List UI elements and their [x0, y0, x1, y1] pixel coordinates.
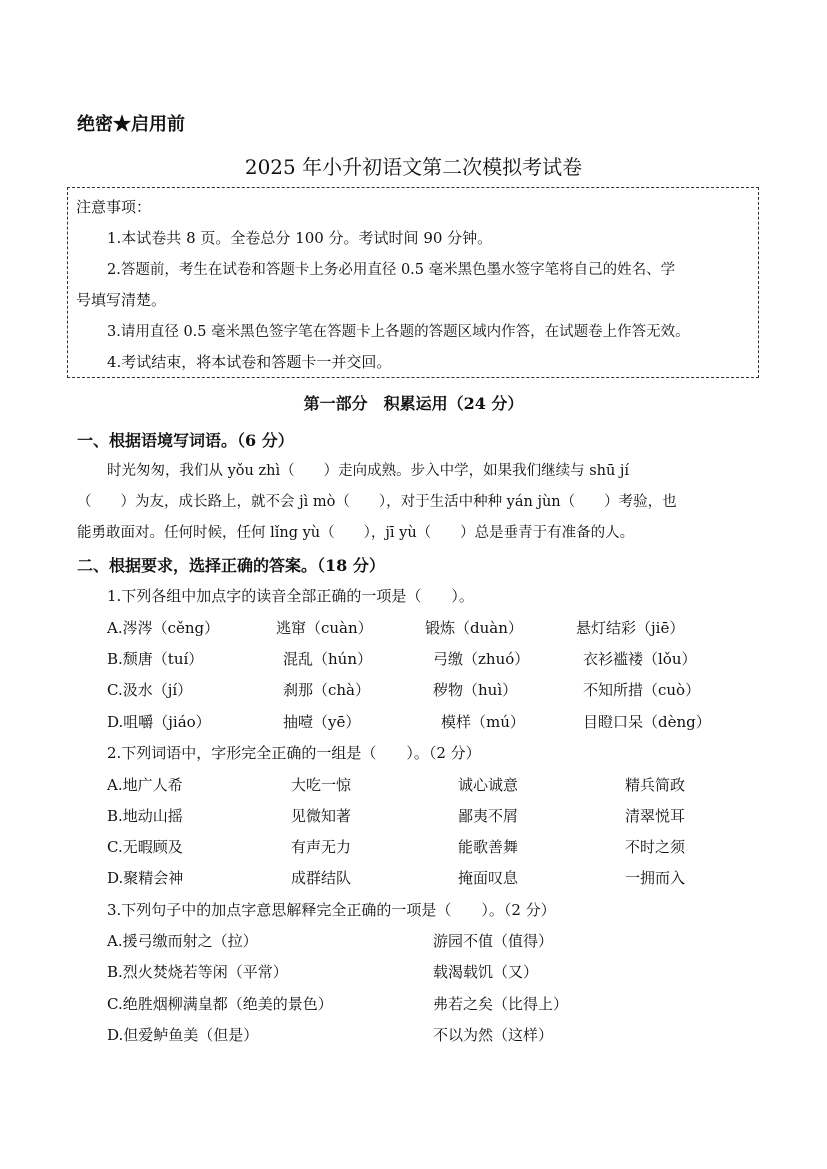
section1-line-3: 能勇敢面对。任何时候，任何 lǐng yù（ ），jī yù（ ）总是垂青于有准备的人。 — [77, 525, 635, 541]
section1-heading: 一、根据语境写词语。（6 分） — [77, 431, 294, 450]
q3-option-c1: C.绝胜烟柳满皇都（绝美的景色） — [107, 995, 333, 1013]
q1-option-b4: 衣衫褴褛（lǒu） — [583, 650, 697, 668]
q1-option-c4: 不知所措（cuò） — [583, 681, 701, 699]
q1-option-d4: 目瞪口呆（dèng） — [583, 713, 711, 731]
q2-option-a1: A.地广人希 — [107, 776, 183, 794]
q1-option-b3: 弓缴（zhuó） — [433, 650, 530, 668]
notice-item-2b: 号填写清楚。 — [76, 291, 167, 309]
confidential-label: 绝密★启用前 — [77, 114, 185, 135]
q2-option-a4: 精兵简政 — [625, 776, 686, 794]
notice-item-3: 3.请用直径 0.5 毫米黑色签字笔在答题卡上各题的答题区域内作答，在试题卷上作答无效。 — [107, 324, 690, 340]
q1-option-a2: 逃窜（cuàn） — [276, 619, 373, 637]
q3-option-d1: D.但爱鲈鱼美（但是） — [107, 1026, 259, 1044]
q2-stem: 2.下列词语中，字形完全正确的一组是（ ）。（2 分） — [107, 744, 481, 762]
q1-option-d1: D.咀嚼（jiáo） — [107, 713, 211, 731]
q2-option-d1: D.聚精会神 — [107, 869, 184, 887]
notice-box — [67, 187, 759, 378]
q2-option-a3: 诚心诚意 — [458, 776, 519, 794]
section1-line-1: 时光匆匆，我们从 yǒu zhì（ ）走向成熟。步入中学，如果我们继续与 shū jí — [107, 463, 630, 479]
q3-option-c2: 弗若之矣（比得上） — [433, 995, 569, 1013]
exam-title: 2025 年小升初语文第二次模拟考试卷 — [244, 155, 583, 179]
q2-option-c3: 能歌善舞 — [458, 838, 519, 856]
q2-option-b3: 鄙夷不屑 — [458, 807, 519, 825]
q3-option-d2: 不以为然（这样） — [433, 1026, 554, 1044]
notice-item-4: 4.考试结束，将本试卷和答题卡一并交回。 — [107, 353, 392, 371]
q1-option-c3: 秽物（huì） — [433, 681, 518, 699]
q2-option-b2: 见微知著 — [291, 807, 352, 825]
q3-option-b2: 载渴载饥（又） — [433, 963, 539, 981]
notice-item-2a: 2.答题前，考生在试卷和答题卡上务必用直径 0.5 毫米黑色墨水签字笔将自己的姓名、学 — [107, 262, 676, 278]
q1-option-d2: 抽噎（yē） — [283, 713, 361, 731]
q2-option-c4: 不时之须 — [625, 838, 686, 856]
q2-option-b1: B.地动山摇 — [107, 807, 183, 825]
q1-option-b1: B.颓唐（tuí） — [107, 650, 204, 668]
notice-item-1: 1.本试卷共 8 页。全卷总分 100 分。考试时间 90 分钟。 — [107, 229, 493, 247]
q1-option-c2: 刹那（chà） — [283, 681, 371, 699]
q2-option-b4: 清翠悦耳 — [625, 807, 686, 825]
q2-option-a2: 大吃一惊 — [291, 776, 352, 794]
q3-stem: 3.下列句子中的加点字意思解释完全正确的一项是（ ）。（2 分） — [107, 901, 556, 919]
q3-option-b1: B.烈火焚烧若等闲（平常） — [107, 963, 288, 981]
q2-option-c1: C.无暇顾及 — [107, 838, 183, 856]
q2-option-d3: 掩面叹息 — [458, 869, 519, 887]
q2-option-d2: 成群结队 — [291, 869, 352, 887]
q1-option-c1: C.汲水（jí） — [107, 681, 193, 699]
q1-option-a4: 悬灯结彩（jiē） — [576, 619, 685, 637]
notice-heading: 注意事项： — [76, 198, 152, 216]
part1-title: 第一部分 积累运用（24 分） — [303, 394, 524, 413]
q1-option-a3: 锻炼（duàn） — [425, 619, 523, 637]
section1-line-2: （ ）为友，成长路上，就不会 jì mò（ ），对于生活中种种 yán jùn（ ）考验，也 — [77, 494, 677, 510]
q1-stem: 1.下列各组中加点字的读音全部正确的一项是（ ）。 — [107, 587, 474, 605]
q3-option-a1: A.援弓缴而射之（拉） — [107, 932, 258, 950]
q1-option-d3: 模样（mú） — [441, 713, 525, 731]
q2-option-c2: 有声无力 — [291, 838, 352, 856]
q1-option-a1: A.涔涔（cěng） — [107, 619, 220, 637]
q1-option-b2: 混乱（hún） — [283, 650, 372, 668]
q2-option-d4: 一拥而入 — [625, 869, 686, 887]
q3-option-a2: 游园不值（值得） — [433, 932, 554, 950]
section2-heading: 二、根据要求，选择正确的答案。（18 分） — [77, 556, 385, 575]
